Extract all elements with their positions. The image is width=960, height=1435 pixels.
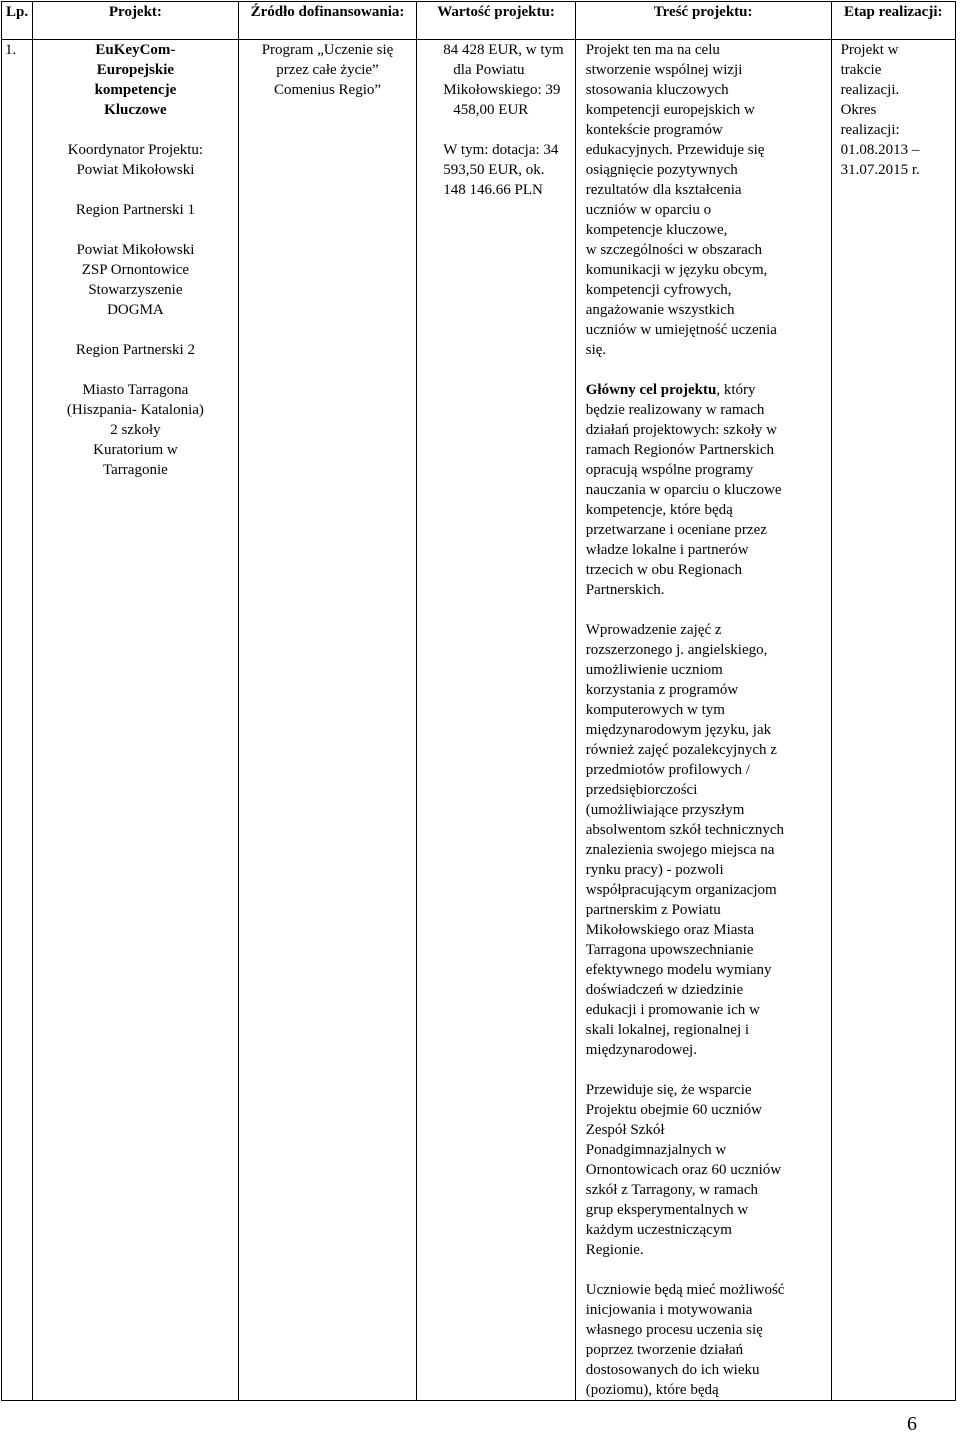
description-line: komunikacji w języku obcym,	[585, 262, 768, 278]
description-line: współpracującym organizacjom	[585, 882, 777, 898]
cell-wartosc	[417, 40, 575, 1401]
region-partner-1-label: Region Partnerski 1	[75, 202, 195, 218]
description-line: kompetencje, które będą	[585, 502, 733, 518]
description-line: międzynarodowym języku, jak	[585, 722, 772, 738]
description-line: Ponadgimnazjalnych w	[585, 1142, 727, 1158]
description-paragraph-5	[586, 1280, 821, 1400]
project-row	[2, 40, 956, 1401]
description-line: umożliwienie uczniom	[585, 662, 723, 678]
description-line: stworzenie wspólnej wizji	[585, 62, 743, 78]
description-line: korzystania z programów	[585, 682, 739, 698]
description-line: przedsiębiorczości	[585, 782, 698, 798]
description-paragraph-1	[586, 40, 821, 360]
header-row	[2, 2, 956, 40]
description-line: przetwarzane i oceniane przez	[585, 522, 767, 538]
projects-table	[1, 1, 956, 1401]
stage-line: trakcie	[840, 62, 882, 78]
description-line: partnerskim z Powiatu	[585, 902, 721, 918]
project-coordinator: Koordynator Projektu: Powiat Mikołowski	[67, 142, 204, 178]
description-line: własnego procesu uczenia się	[585, 1322, 763, 1338]
description-line: edukacyjnych. Przewiduje się	[585, 142, 765, 158]
region-partner-1-members: Powiat Mikołowski ZSP Ornontowice Stowarzyszenie DOGMA	[76, 242, 195, 318]
description-line: nauczania w oparciu o kluczowe	[585, 482, 782, 498]
header-zrodlo: Źródło dofinansowania:	[238, 2, 417, 40]
cell-etap	[831, 40, 955, 1401]
description-line: rezultatów dla kształcenia	[585, 182, 742, 198]
description-line: inicjowania i motywowania	[585, 1302, 753, 1318]
description-line: międzynarodowej.	[585, 1042, 697, 1058]
stage-line: Okres	[840, 102, 877, 118]
description-line: Regionie.	[585, 1242, 644, 1258]
description-line: Ornontowicach oraz 60 uczniów	[585, 1162, 782, 1178]
cell-projekt	[33, 40, 239, 1401]
header-tresc: Treść projektu:	[575, 2, 831, 40]
description-line: Przewiduje się, że wsparcie	[585, 1082, 752, 1098]
description-line: Zespół Szkół	[585, 1122, 665, 1138]
region-partner-2-label: Region Partnerski 2	[75, 342, 195, 358]
description-line: osiągnięcie pozytywnych	[585, 162, 738, 178]
description-line: przedmiotów profilowych /	[585, 762, 750, 778]
value-grant: W tym: dotacja: 34 593,50 EUR, ok. 148 146.66 PLN	[443, 142, 559, 198]
value-total: 84 428 EUR, w tym dla Powiatu Mikołowskiego: 39 458,00 EUR	[443, 42, 564, 118]
description-line: rynku pracy) - pozwoli	[585, 862, 724, 878]
description-line: grup eksperymentalnych w	[585, 1202, 749, 1218]
description-line: Projektu obejmie 60 uczniów	[585, 1102, 762, 1118]
description-line: Tarragona upowszechnianie	[585, 942, 754, 958]
header-lp: Lp.	[2, 2, 33, 40]
region-partner-2-members: Miasto Tarragona (Hiszpania- Katalonia) 2 szkoły Kuratorium w Tarragonie	[66, 382, 204, 478]
description-line: Projekt ten ma na celu	[585, 42, 720, 58]
description-line: Mikołowskiego oraz Miasta	[585, 922, 755, 938]
cell-zrodlo: Program „Uczenie się przez całe życie” Comenius Regio”	[238, 40, 417, 1401]
description-line: absolwentom szkół technicznych	[585, 822, 785, 838]
stage-line: Projekt w	[840, 42, 899, 58]
description-line: doświadczeń w dziedzinie	[585, 982, 744, 998]
description-line: również zajęć pozalekcyjnych z	[585, 742, 777, 758]
description-line: rozszerzonego j. angielskiego,	[585, 642, 768, 658]
header-etap: Etap realizacji:	[831, 2, 955, 40]
description-paragraph-2: Główny cel projektu, który będzie realizowany w ramach działań projektowych: szkoły w ramach Regionów Partnerskich opracują wspólne programy nauczania w oparciu o kluczowe kompetencje, które będą przetwarzane i oceniane przez władze lokalne i partnerów trzecich w obu Regionach Partnerskich.	[586, 380, 821, 600]
description-line: skali lokalnej, regionalnej i	[585, 1022, 750, 1038]
description-line: poprzez tworzenie działań	[585, 1342, 744, 1358]
description-line: komputerowych w tym	[585, 702, 725, 718]
stage-line: realizacji.	[840, 82, 900, 98]
description-line: uczniów w umiejętność uczenia	[585, 322, 777, 338]
description-line: angażowanie wszystkich	[585, 302, 735, 318]
description-line: szkół z Tarragony, w ramach	[585, 1182, 758, 1198]
page-number: 6	[907, 1413, 917, 1435]
description-line: efektywnego modelu wymiany	[585, 962, 772, 978]
description-line: działań projektowych: szkoły w	[585, 422, 777, 438]
description-line: (poziomu), które będą	[585, 1382, 719, 1398]
description-line: się.	[585, 342, 607, 358]
description-line: Wprowadzenie zajęć z	[585, 622, 722, 638]
header-projekt: Projekt:	[33, 2, 239, 40]
description-line: dostosowanych do ich wieku	[585, 1362, 760, 1378]
description-line: Partnerskich.	[585, 582, 665, 598]
stage-line: realizacji:	[840, 122, 900, 138]
description-line: kompetencje kluczowe,	[585, 222, 728, 238]
description-line: będzie realizowany w ramach	[585, 402, 765, 418]
description-line: kompetencji cyfrowych,	[585, 282, 732, 298]
cell-tresc	[575, 40, 831, 1401]
description-line: kompetencji europejskich w	[585, 102, 755, 118]
description-line: Uczniowie będą mieć możliwość	[585, 1282, 785, 1298]
cell-lp	[2, 40, 33, 1401]
row-number: 1.	[5, 42, 17, 58]
description-line: (umożliwiające przyszłym	[585, 802, 745, 818]
description-line: każdym uczestniczącym	[585, 1222, 732, 1238]
description-line: trzecich w obu Regionach	[585, 562, 742, 578]
description-paragraph-4	[586, 1080, 821, 1260]
description-line: stosowania kluczowych	[585, 82, 729, 98]
description-line: ramach Regionów Partnerskich	[585, 442, 775, 458]
stage-line: 01.08.2013 –	[840, 142, 920, 158]
project-title: EuKeyCom- Europejskie kompetencje Kluczowe	[94, 42, 177, 118]
description-line: edukacji i promowanie ich w	[585, 1002, 760, 1018]
description-line: kontekście programów	[585, 122, 723, 138]
description-line: uczniów w oparciu o	[585, 202, 712, 218]
description-line: władze lokalne i partnerów	[585, 542, 749, 558]
stage-line: 31.07.2015 r.	[840, 162, 920, 178]
description-line: znalezienia swojego miejsca na	[585, 842, 775, 858]
description-line: w szczególności w obszarach	[585, 242, 762, 258]
description-paragraph-3	[586, 620, 821, 1060]
description-line: opracują wspólne programy	[585, 462, 754, 478]
header-wartosc: Wartość projektu:	[417, 2, 575, 40]
